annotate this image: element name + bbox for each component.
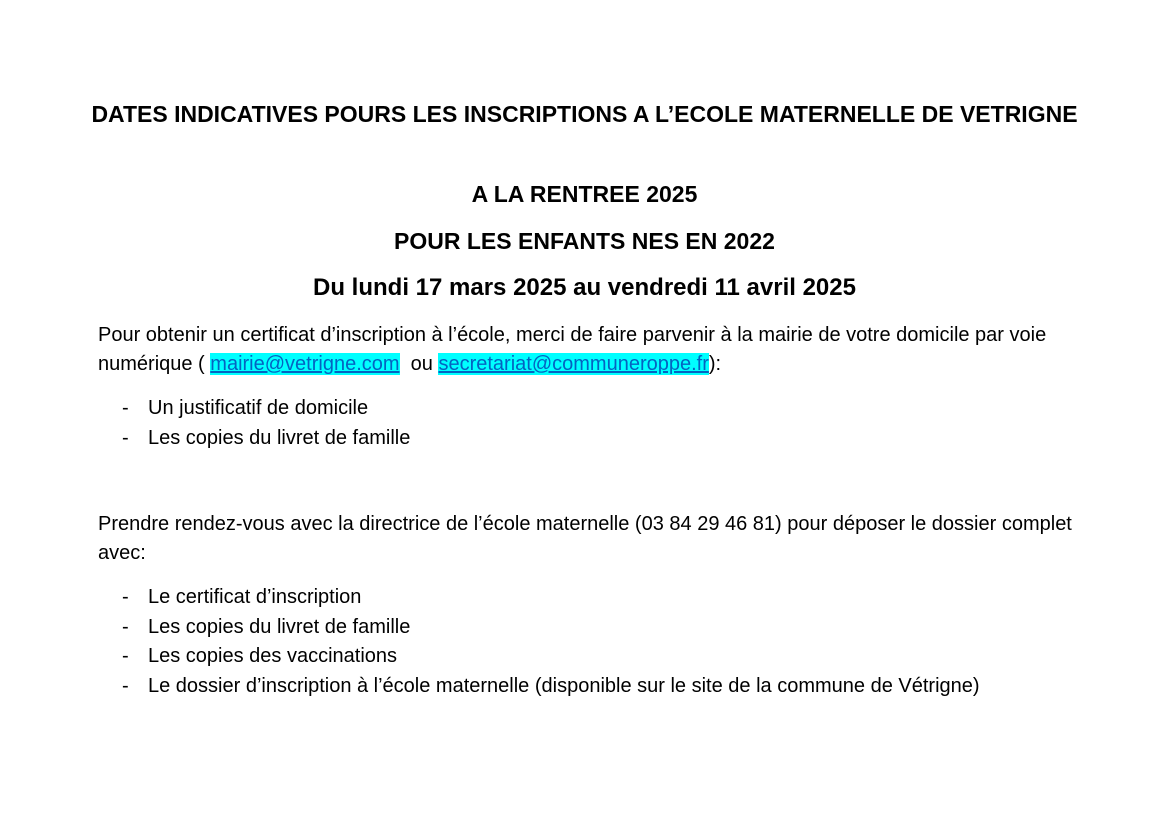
list-item-text: Le certificat d’inscription	[148, 586, 362, 608]
list-item	[98, 394, 1088, 424]
list-bullet: -	[122, 645, 129, 667]
list-item	[98, 672, 1088, 702]
list-bullet: -	[122, 615, 129, 638]
list-item	[98, 424, 1088, 454]
enfants-heading: POUR LES ENFANTS NES EN 2022	[394, 228, 775, 254]
appointment-paragraph: Prendre rendez-vous avec la directrice de l’école maternelle (03 84 29 46 81) pour déposer le dossier complet avec:	[98, 513, 1072, 564]
list-bullet: -	[122, 586, 129, 608]
list-item	[98, 613, 1088, 643]
list-item	[98, 642, 1088, 672]
instructions-paragraph	[98, 321, 1088, 379]
list-bullet: -	[122, 426, 129, 449]
dates-heading: Du lundi 17 mars 2025 au vendredi 11 avril 2025	[313, 274, 856, 301]
list-item-text: Les copies des vaccinations	[148, 645, 398, 667]
list-item	[98, 583, 1088, 613]
email-link-secretariat[interactable]: secretariat@communeroppe.fr	[438, 353, 709, 375]
paragraph-text-after: ):	[708, 353, 722, 375]
list-item-text: Un justificatif de domicile	[148, 397, 369, 419]
list-item-text: Le dossier d’inscription à l’école maternelle (disponible sur le site de la commune de Vétrigne)	[148, 674, 980, 697]
dossier-documents-list	[98, 583, 1088, 701]
list-bullet: -	[122, 674, 129, 697]
list-bullet: -	[122, 397, 129, 419]
paragraph-text-between: ou	[399, 353, 439, 375]
rentree-heading: A LA RENTREE 2025	[471, 181, 698, 207]
document-title: DATES INDICATIVES POURS LES INSCRIPTIONS A L’ECOLE MATERNELLE DE VETRIGNE	[91, 101, 1078, 127]
list-item-text: Les copies du livret de famille	[148, 615, 411, 638]
email-link-mairie[interactable]: mairie@vetrigne.com	[210, 353, 400, 375]
required-documents-list	[98, 394, 1088, 453]
list-item-text: Les copies du livret de famille	[148, 426, 411, 449]
paragraph-text-before: Pour obtenir un certificat d’inscription à l’école, merci de faire parvenir à la mairie de votre domicile par voie numérique (	[98, 324, 1047, 375]
